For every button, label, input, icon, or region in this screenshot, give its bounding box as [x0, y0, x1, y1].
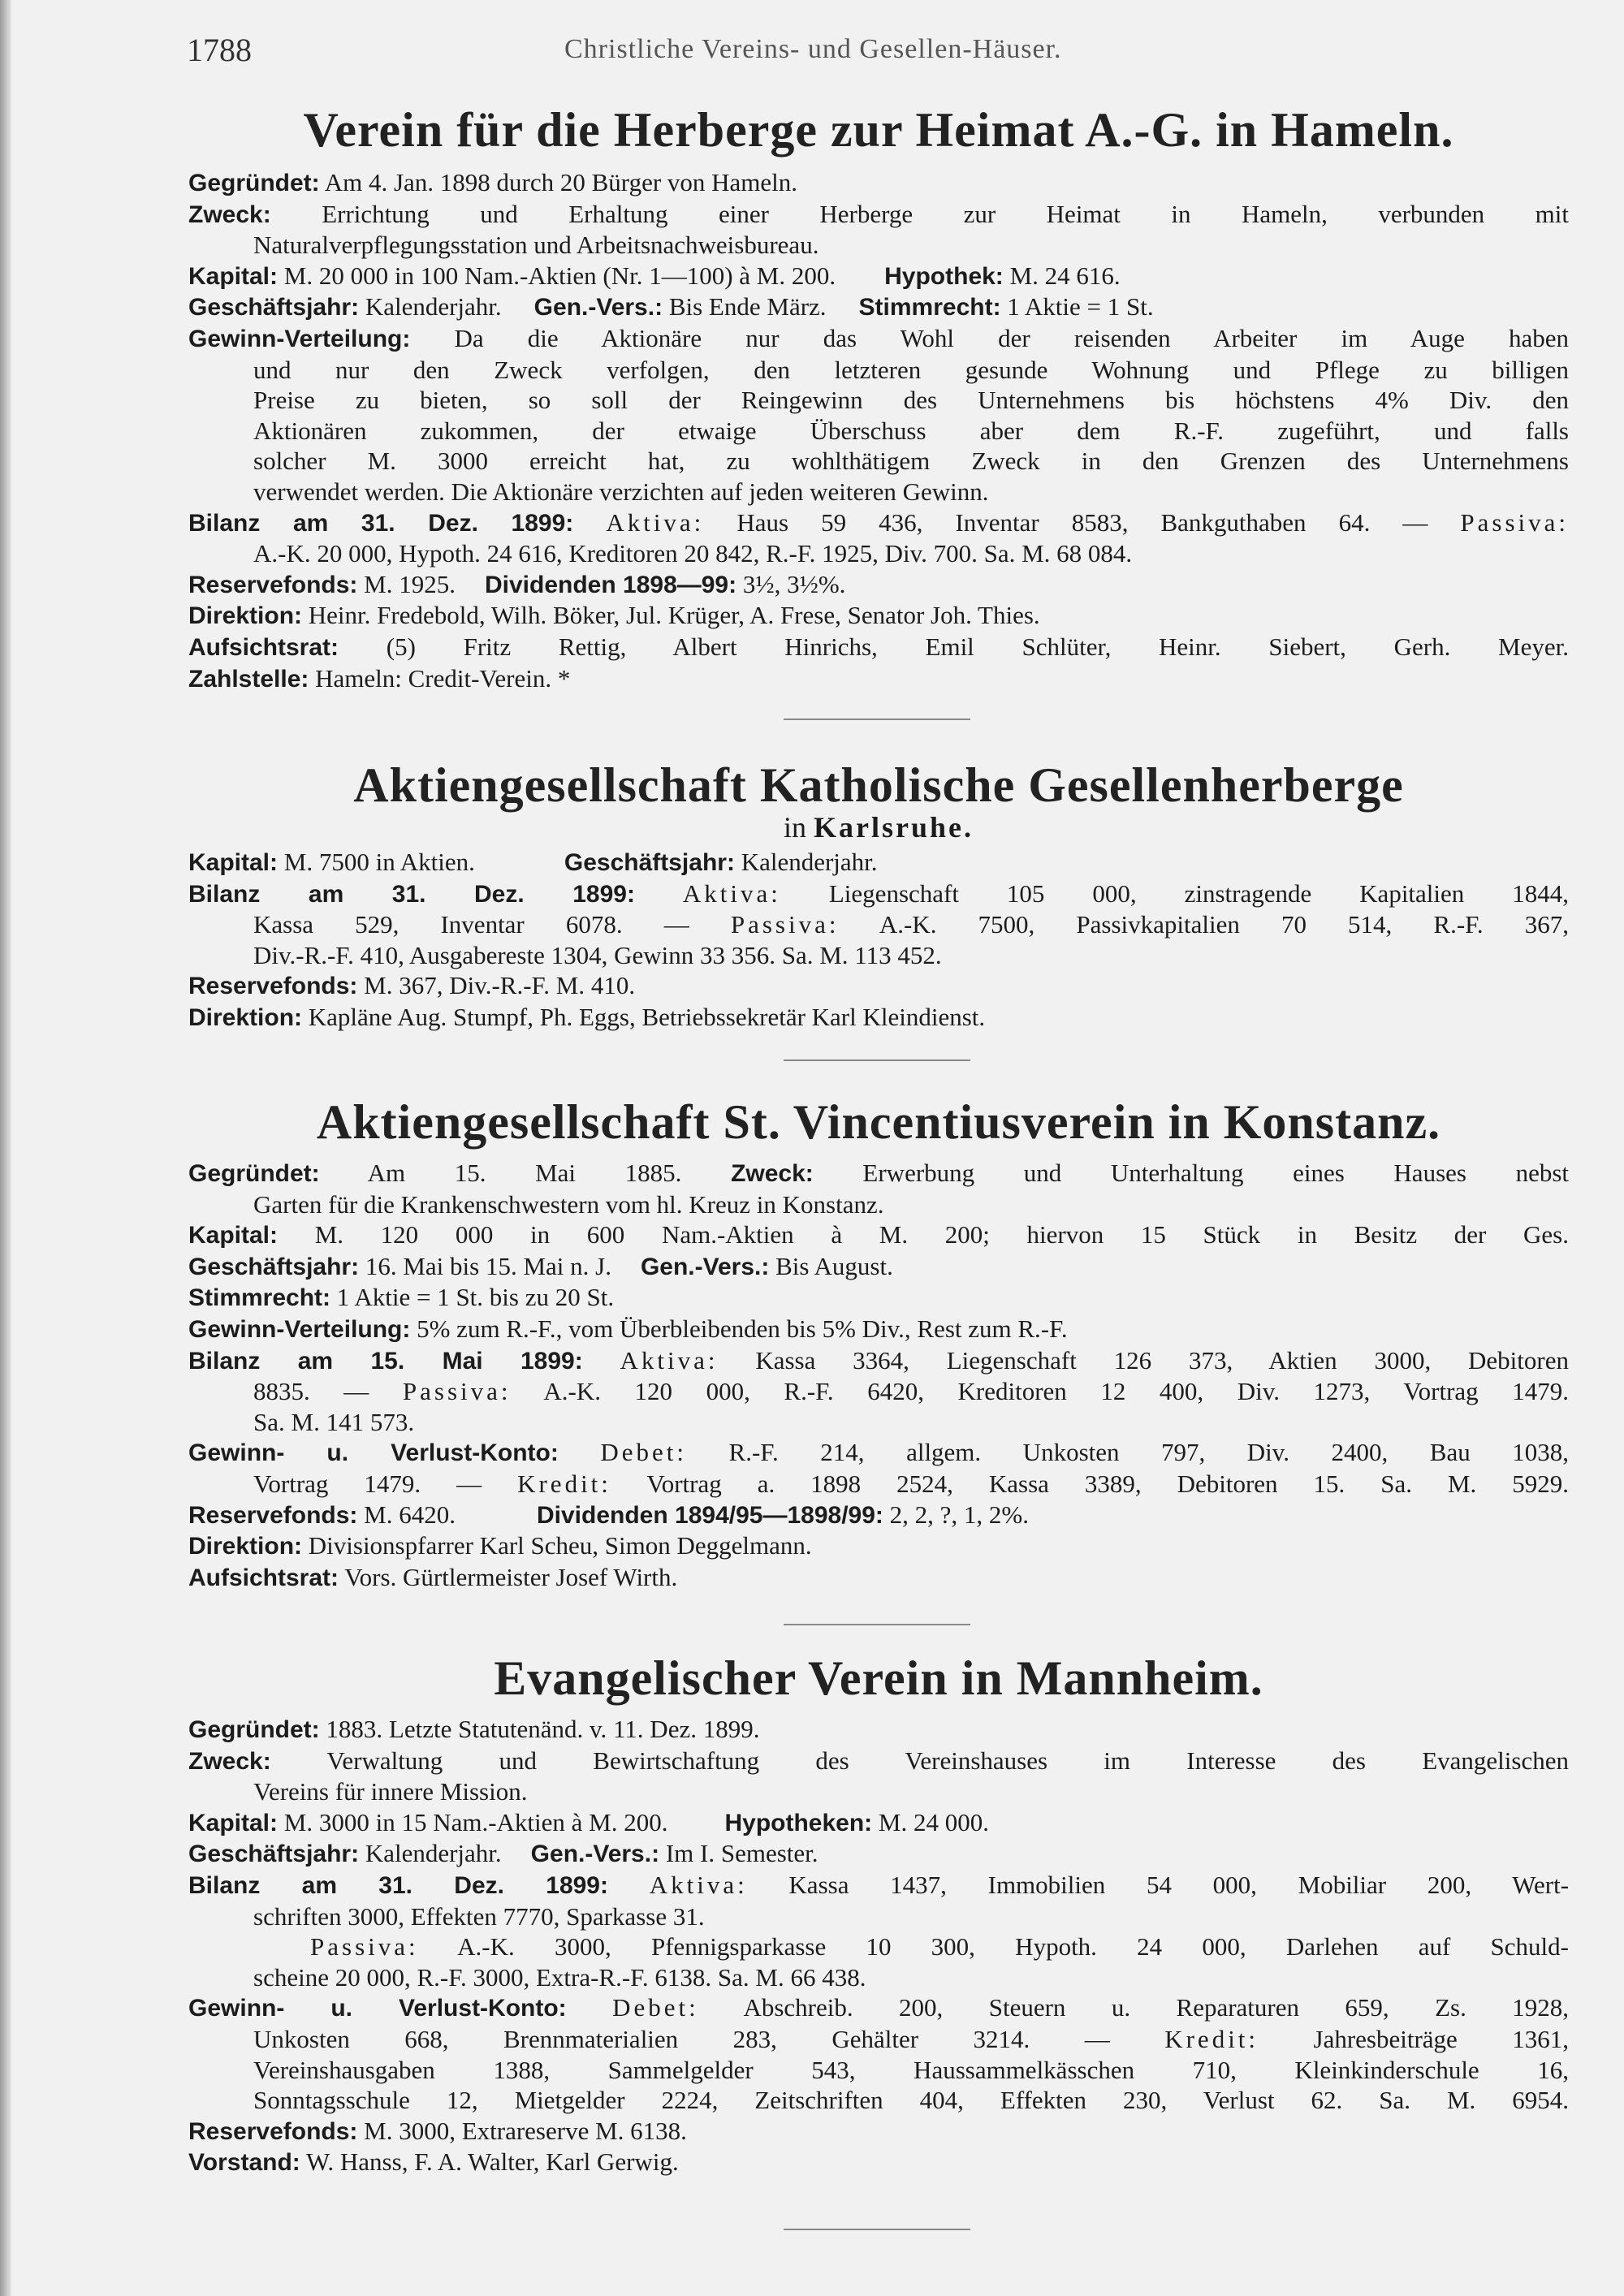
entry-line: Aufsichtsrat: Vors. Gürtlermeister Josef Wirth.	[188, 1562, 678, 1591]
entry-line: A.-K. 20 000, Hypoth. 24 616, Kreditoren 20 842, R.-F. 1925, Div. 700. Sa. M. 68 084.	[253, 539, 1133, 568]
entry-line: Kapital: M. 7500 in Aktien. Geschäftsjahr: Kalenderjahr.	[188, 848, 878, 876]
entry-line: Zahlstelle: Hameln: Credit-Verein. *	[188, 663, 571, 693]
entry-konstanz	[188, 1096, 1569, 1593]
entry-title: Aktiengesellschaft Katholische Gesellenherberge	[353, 758, 1404, 812]
entry-line: Bilanz am 31. Dez. 1899: Aktiva: Liegenschaft 105 000, zinstragende Kapitalien 1844,	[188, 878, 1569, 908]
entry-line: Geschäftsjahr: Kalenderjahr. Gen.-Vers.: Bis Ende März. Stimmrecht: 1 Aktie = 1 St.	[188, 292, 1154, 322]
entry-line: Vereinshausgaben 1388, Sammelgelder 543, Haussammelkässchen 710, Kleinkinderschule 16,	[253, 2055, 1569, 2084]
entry-line: Unkosten 668, Brennmaterialien 283, Gehälter 3214. — Kredit: Jahresbeiträge 1361,	[253, 2024, 1570, 2053]
section-divider	[784, 719, 970, 720]
entry-line: Zweck: Verwaltung und Bewirtschaftung des Vereinshauses im Interesse des Evangelischen	[188, 1746, 1569, 1775]
entry-line: Sa. M. 141 573.	[253, 1407, 415, 1436]
entry-line: Direktion: Heinr. Fredebold, Wilh. Böker, Jul. Krüger, A. Frese, Senator Joh. Thies.	[188, 601, 1040, 630]
entry-line: Gegründet: Am 15. Mai 1885. Zweck: Erwerbung und Unterhaltung eines Hauses nebst	[188, 1159, 1570, 1187]
entry-line: Sonntagsschule 12, Mietgelder 2224, Zeitschriften 404, Effekten 230, Verlust 62. Sa. M. 6954.	[253, 2086, 1569, 2115]
entry-line: Gewinn-Verteilung: Da die Aktionäre nur das Wohl der reisenden Arbeiter im Auge haben	[188, 323, 1569, 352]
entry-line: Vereins für innere Mission.	[253, 1777, 528, 1806]
entry-line: Vortrag 1479. — Kredit: Vortrag a. 1898 2524, Kassa 3389, Debitoren 15. Sa. M. 5929.	[253, 1469, 1569, 1498]
entry-subtitle: in Karlsruhe.	[783, 811, 974, 844]
entry-line: Kapital: M. 3000 in 15 Nam.-Aktien à M. 200. Hypotheken: M. 24 000.	[188, 1807, 989, 1836]
entry-title: Verein für die Herberge zur Heimat A.-G. in Hameln.	[303, 103, 1454, 157]
entry-mannheim	[188, 1652, 1569, 2178]
entry-hameln	[188, 104, 1569, 694]
entry-line: Aufsichtsrat: (5) Fritz Rettig, Albert Hinrichs, Emil Schlüter, Heinr. Siebert, Gerh. Meyer.	[188, 632, 1570, 661]
entry-line: Geschäftsjahr: 16. Mai bis 15. Mai n. J. Gen.-Vers.: Bis August.	[188, 1251, 893, 1280]
entry-line: Zweck: Errichtung und Erhaltung einer Herberge zur Heimat in Hameln, verbunden mit	[188, 199, 1569, 228]
entry-line: Direktion: Kapläne Aug. Stumpf, Ph. Eggs, Betriebssekretär Karl Kleindienst.	[188, 1002, 986, 1031]
page-edge-shadow	[0, 0, 11, 2296]
entry-line: Reservefonds: M. 367, Div.-R.-F. M. 410.	[188, 971, 636, 1000]
entry-line: Direktion: Divisionspfarrer Karl Scheu, Simon Deggelmann.	[188, 1531, 812, 1560]
entry-line: Kassa 529, Inventar 6078. — Passiva: A.-K. 7500, Passivkapitalien 70 514, R.-F. 367,	[253, 910, 1570, 939]
section-divider	[784, 2229, 970, 2230]
section-divider	[784, 1060, 970, 1061]
entry-line: Bilanz am 31. Dez. 1899: Aktiva: Haus 59 436, Inventar 8583, Bankguthaben 64. — Passiva:	[188, 507, 1570, 537]
entry-line: Garten für die Krankenschwestern vom hl. Kreuz in Konstanz.	[253, 1189, 884, 1219]
entry-line: Aktionären zukommen, der etwaige Überschuss aber dem R.-F. zugeführt, und falls	[253, 416, 1569, 445]
entry-line: 8835. — Passiva: A.-K. 120 000, R.-F. 6420, Kreditoren 12 400, Div. 1273, Vortrag 1479.	[253, 1377, 1569, 1406]
entry-line: Stimmrecht: 1 Aktie = 1 St. bis zu 20 St.	[188, 1283, 615, 1312]
running-head	[187, 31, 1567, 71]
entry-line: Preise zu bieten, so soll der Reingewinn des Unternehmens bis höchstens 4% Div. den	[253, 386, 1569, 415]
entry-line: Gegründet: Am 4. Jan. 1898 durch 20 Bürger von Hameln.	[188, 168, 798, 196]
entry-title: Evangelischer Verein in Mannheim.	[494, 1651, 1263, 1705]
section-divider	[784, 1624, 970, 1625]
entry-line: Bilanz am 31. Dez. 1899: Aktiva: Kassa 1437, Immobilien 54 000, Mobiliar 200, Wert-	[188, 1870, 1570, 1899]
entry-line: Naturalverpflegungsstation und Arbeitsnachweisbureau.	[253, 231, 819, 260]
entry-line: und nur den Zweck verfolgen, den letzteren gesunde Wohnung und Pflege zu billigen	[253, 355, 1569, 384]
entry-line: scheine 20 000, R.-F. 3000, Extra-R.-F. 6138. Sa. M. 66 438.	[253, 1962, 866, 1992]
entry-line: verwendet werden. Die Aktionäre verzichten auf jeden weiteren Gewinn.	[253, 477, 989, 506]
entry-karlsruhe	[188, 759, 1569, 1034]
entry-line: Reservefonds: M. 3000, Extrareserve M. 6138.	[188, 2116, 687, 2145]
entry-line: Kapital: M. 120 000 in 600 Nam.-Aktien à M. 200; hiervon 15 Stück in Besitz der Ges.	[188, 1220, 1569, 1249]
entry-line: Vorstand: W. Hanss, F. A. Walter, Karl Gerwig.	[188, 2147, 679, 2177]
entry-line: Gegründet: 1883. Letzte Statutenänd. v. 11. Dez. 1899.	[188, 1715, 760, 1743]
entry-line: Reservefonds: M. 6420. Dividenden 1894/95—1898/99: 2, 2, ?, 1, 2%.	[188, 1500, 1029, 1529]
page-number: 1788	[187, 32, 252, 68]
running-title: Christliche Vereins- und Gesellen-Häuser.	[564, 34, 1062, 64]
entry-title: Aktiengesellschaft St. Vincentiusverein in Konstanz.	[316, 1095, 1441, 1149]
entry-line: Passiva: A.-K. 3000, Pfennigsparkasse 10 300, Hypoth. 24 000, Darlehen auf Schuld-	[310, 1932, 1569, 1962]
entry-line: Geschäftsjahr: Kalenderjahr. Gen.-Vers.: Im I. Semester.	[188, 1839, 818, 1868]
entry-line: Reservefonds: M. 1925. Dividenden 1898—99: 3½, 3½%.	[188, 569, 846, 598]
entry-line: Gewinn- u. Verlust-Konto: Debet: R.-F. 214, allgem. Unkosten 797, Div. 2400, Bau 1038,	[188, 1438, 1569, 1467]
entry-line: Bilanz am 15. Mai 1899: Aktiva: Kassa 3364, Liegenschaft 126 373, Aktien 3000, Debitoren	[188, 1345, 1569, 1375]
entry-line: Gewinn-Verteilung: 5% zum R.-F., vom Überbleibenden bis 5% Div., Rest zum R.-F.	[188, 1314, 1068, 1343]
entry-line: schriften 3000, Effekten 7770, Sparkasse 31.	[253, 1901, 705, 1931]
entry-line: Div.-R.-F. 410, Ausgabereste 1304, Gewinn 33 356. Sa. M. 113 452.	[253, 940, 942, 969]
entry-line: Kapital: M. 20 000 in 100 Nam.-Aktien (Nr. 1—100) à M. 200. Hypothek: M. 24 616.	[188, 261, 1121, 290]
entry-line: Gewinn- u. Verlust-Konto: Debet: Abschreib. 200, Steuern u. Reparaturen 659, Zs. 1928,	[188, 1993, 1570, 2022]
entry-line: solcher M. 3000 erreicht hat, zu wohlthätigem Zweck in den Grenzen des Unternehmens	[253, 447, 1569, 476]
